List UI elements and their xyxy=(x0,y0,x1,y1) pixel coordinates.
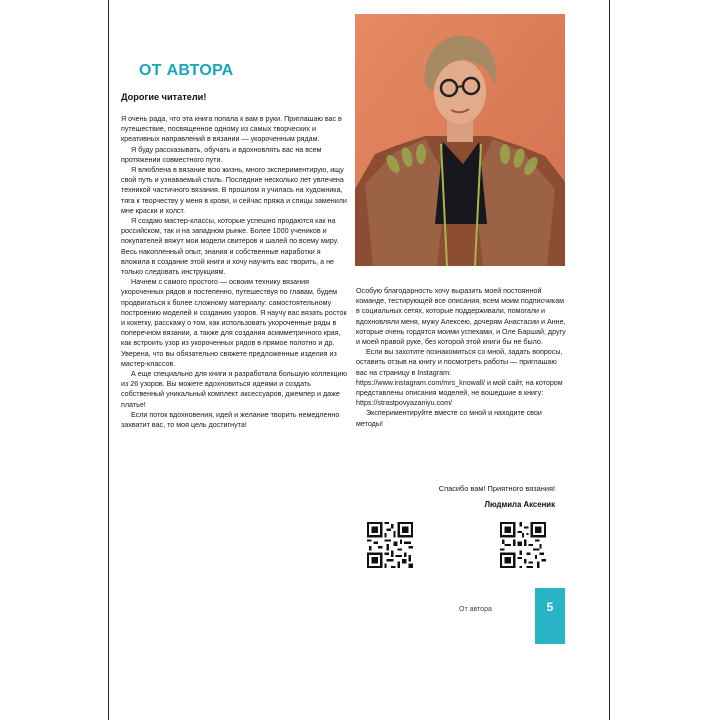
paragraph: Я очень рада, что эта книга попала к вам в руки. Приглашаю вас в путешествие, посвященное одному из самых творческих и креативных направлений в вязании — укороченным рядам. xyxy=(121,115,342,144)
paragraph: А еще специально для книги я разработала большую коллекцию из 26 узоров. Вы можете вдохновиться идеями и создать собственный уникальный комплект аксессуаров, джемпер и даже платье! xyxy=(121,370,347,409)
paragraph: Если вы захотите познакомиться со мной, задать вопросы, оставить отзыв на книгу и посмотреть работы — приглашаю вас на страницу в Instagram: https://www.instagram.com/mrs_knowall/ и мой сайт, на котором представлены описания моделей, не вошедшие в книгу: https://strastpovyazaniyu.com/ xyxy=(356,348,563,408)
qr-code-website[interactable] xyxy=(500,522,546,568)
author-photo xyxy=(355,14,565,266)
book-page xyxy=(108,0,610,720)
greeting: Дорогие читатели! xyxy=(121,92,207,102)
page-number: 5 xyxy=(535,588,565,644)
right-column-text xyxy=(356,286,567,429)
left-column-text xyxy=(121,114,351,430)
page-title: ОТ АВТОРА xyxy=(139,62,234,79)
running-footer: От автора xyxy=(459,606,492,613)
paragraph: Экспериментируйте вместе со мной и находите свои методы! xyxy=(356,409,542,428)
author-signature: Людмила Аксеник xyxy=(484,500,555,509)
paragraph: Особую благодарность хочу выразить моей постоянной команде, тестирующей все описания, всем моим подписчикам в социальных сетях, которые поддерживали, помогали и вдохновляли меня, мужу Алексею, дочерям Анастасии и Анне, которые очень гордятся моими успехами, и Оле Баршай, другу и моей правой руке, без которой этой книги бы не было. xyxy=(356,287,566,347)
paragraph: Начнем с самого простого — освоим технику вязания укороченных рядов и постепенно, путешествуя по главам, будем продвигаться к более сложному материалу: самостоятельному построению моделей и созданию узоров. Я научу вас вязать росток и кокетку, расскажу о том, как использовать укороченные ряды в поперечном вязании, а также для создания асимметричного края, как встроить узор из укороченных рядов в прямое полотно и др. Уверена, что вы обязательно свяжете предложенные изделия из мастер-классов. xyxy=(121,278,347,368)
paragraph: Я влюблена в вязание всю жизнь, много экспериментирую, ищу свой путь и узнаваемый стиль. Последние несколько лет увлечена техникой частичного вязания. В прошлом я училась на художника, тяга к творчеству у меня в крови, и сейчас пряжа и спицы заменили мне краски и холст. xyxy=(121,166,347,215)
paragraph: Я буду рассказывать, обучать и вдохновлять вас на всем протяжении совместного пути. xyxy=(121,145,322,164)
qr-code-instagram[interactable] xyxy=(367,522,413,568)
closing-thanks: Спасибо вам! Приятного вязания! xyxy=(438,484,555,493)
paragraph: Если поток вдохновения, идей и желание творить немедленно захватит вас, то моя цель достигнута! xyxy=(121,410,340,430)
paragraph: Я создаю мастер-классы, которые успешно продаются как на российском, так и на западном рынке. Более 1000 учеников и покупателей вяжут мои модели свитеров и шалей по всему миру. Весь накопленный опыт, знания и собственные наработки я вложила в создание этой книги и хочу научить вас творить, а не только следовать инструкциям. xyxy=(121,217,339,277)
